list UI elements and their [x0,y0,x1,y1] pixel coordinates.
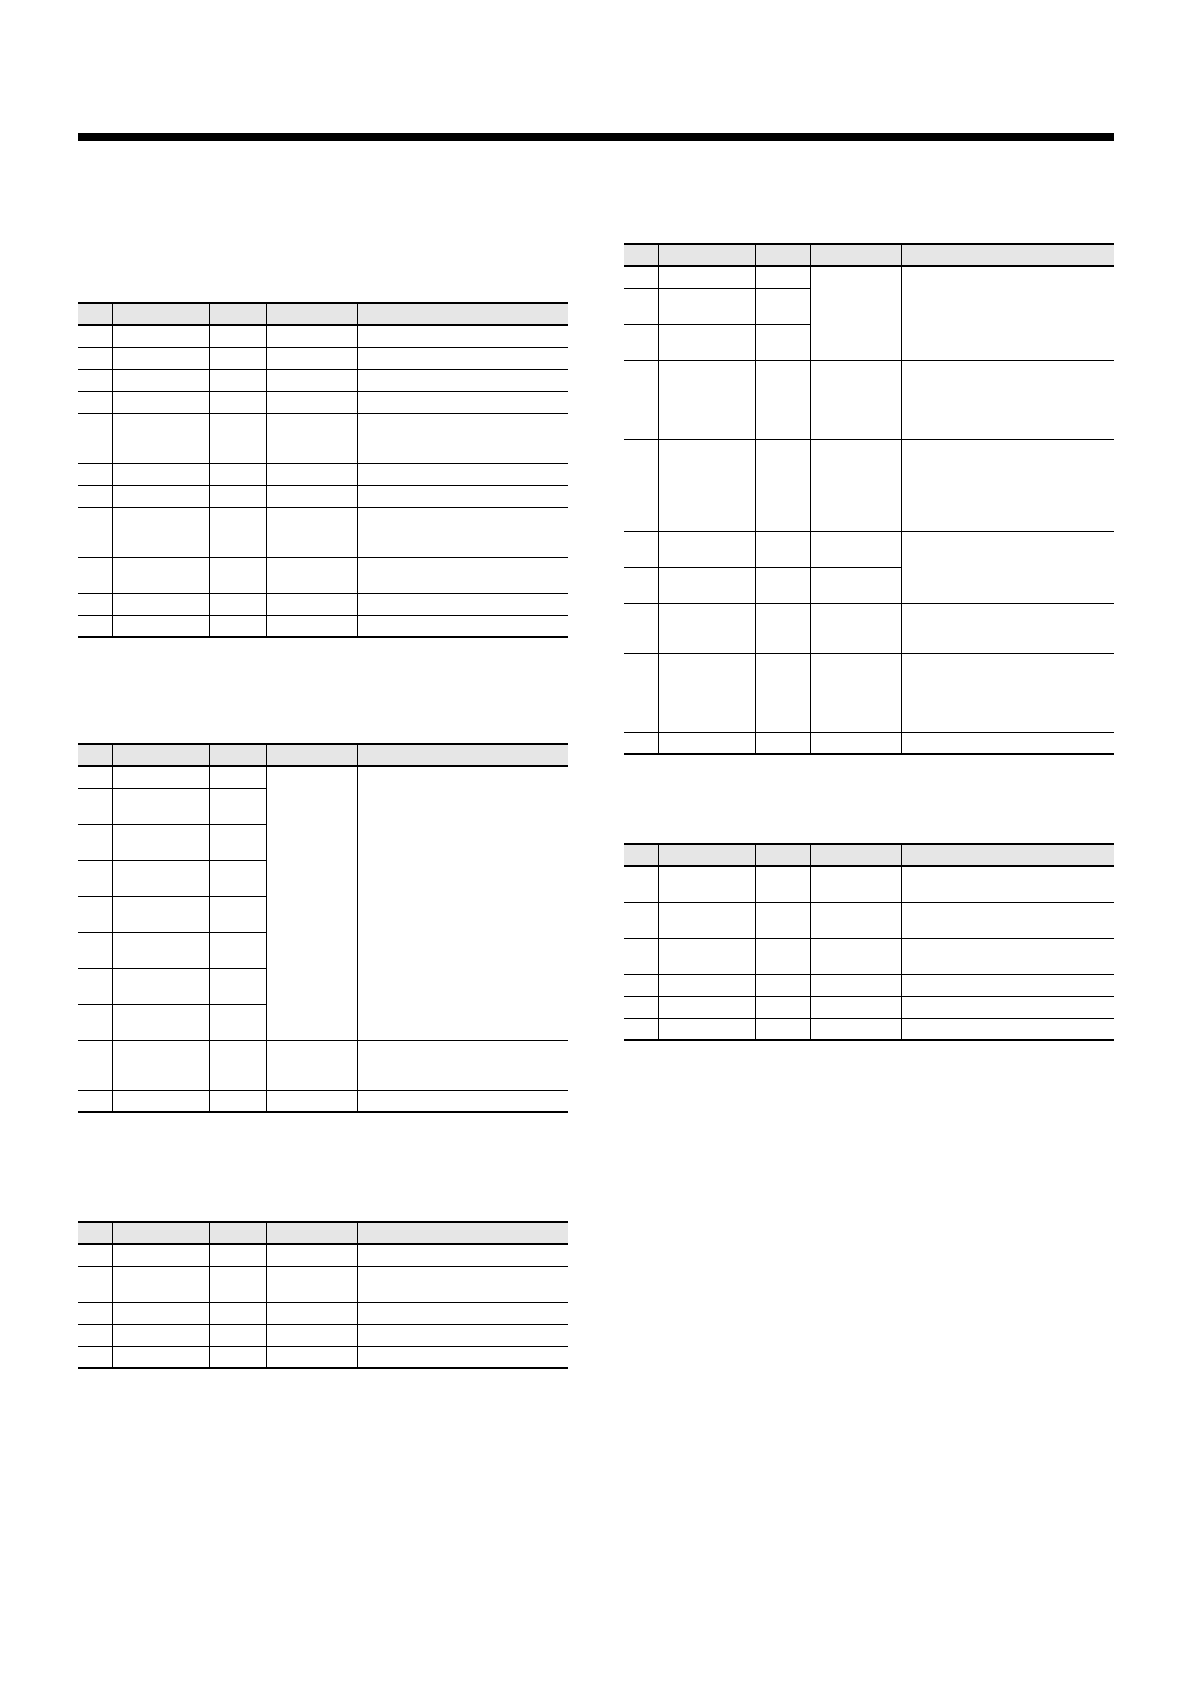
table-row [78,347,568,369]
table-row [78,1040,568,1090]
header-cell [266,744,357,766]
table-2-container [78,743,568,1113]
table-row [78,463,568,485]
header-cell [810,844,901,866]
header-cell [755,244,810,266]
merged-cell [266,766,357,1040]
header-cell [624,244,658,266]
header-cell [624,844,658,866]
table-row [624,531,1114,567]
table-row [624,902,1114,938]
table-5-container [624,843,1114,1041]
table-4-container [624,243,1114,755]
merged-cell [901,266,1114,360]
table-row [624,938,1114,974]
table-row [78,766,568,788]
table-row [624,653,1114,732]
parameter-table-4 [624,243,1114,755]
header-cell [78,744,112,766]
table-1-container [78,302,568,638]
table-row [624,732,1114,754]
table-header [78,744,568,766]
parameter-table-2 [78,743,568,1113]
table-row [78,1266,568,1302]
header-cell [357,744,568,766]
table-row [78,1346,568,1368]
table-row [624,360,1114,439]
table-header [624,244,1114,266]
table-row [78,1324,568,1346]
header-cell [901,844,1114,866]
table-header [78,303,568,325]
merged-cell [810,266,901,360]
table-row [624,439,1114,531]
header-cell [810,244,901,266]
header-cell [78,1222,112,1244]
page-header-rule [78,133,1114,141]
table-row [78,485,568,507]
table-3-container [78,1221,568,1369]
table-row [78,413,568,463]
table-row [78,1090,568,1112]
merged-cell [901,531,1114,603]
header-cell [209,1222,266,1244]
table-row [78,369,568,391]
header-cell [209,744,266,766]
header-cell [658,244,755,266]
table-row [624,266,1114,288]
header-cell [357,303,568,325]
header-cell [209,303,266,325]
table-row [624,974,1114,996]
table-row [78,593,568,615]
table-row [78,507,568,557]
table-row [78,615,568,637]
table-row [78,1244,568,1266]
table-header [624,844,1114,866]
table-row [624,866,1114,902]
table-row [624,603,1114,653]
header-cell [658,844,755,866]
merged-cell [357,766,568,1040]
header-cell [357,1222,568,1244]
table-header [78,1222,568,1244]
table-row [78,1302,568,1324]
table-row [624,1018,1114,1040]
table-row [78,325,568,347]
header-cell [266,303,357,325]
header-cell [112,1222,209,1244]
header-cell [755,844,810,866]
header-cell [112,303,209,325]
parameter-table-1 [78,302,568,638]
parameter-table-3 [78,1221,568,1369]
table-row [624,996,1114,1018]
header-cell [901,244,1114,266]
header-cell [78,303,112,325]
header-cell [112,744,209,766]
parameter-table-5 [624,843,1114,1041]
table-row [78,391,568,413]
table-row [78,557,568,593]
header-cell [266,1222,357,1244]
